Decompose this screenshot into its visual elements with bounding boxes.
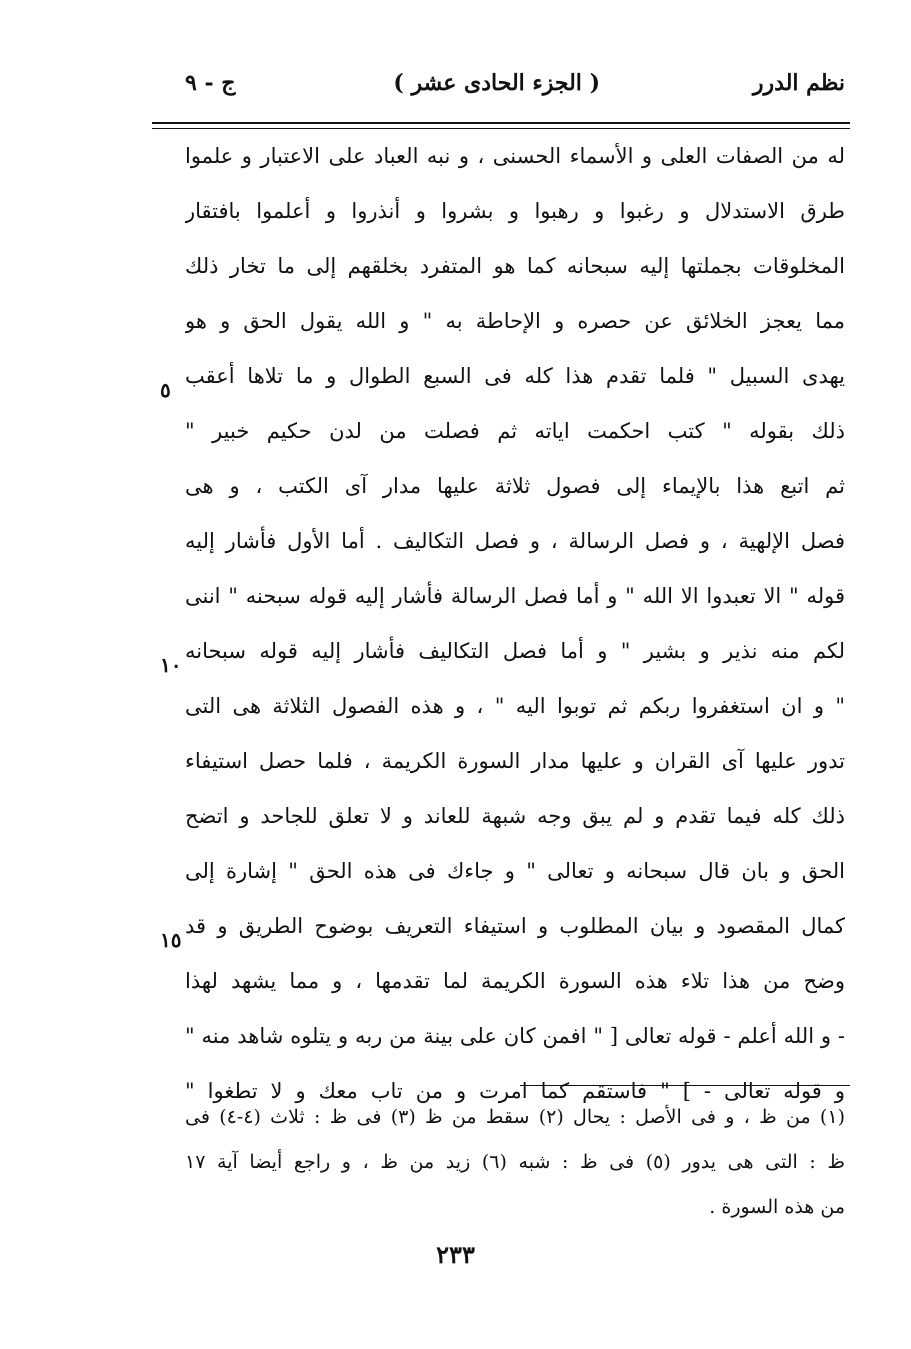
text-line: قوله " الا تعبدوا الا الله " و أما فصل الرسالة فأشار إليه قوله سبحنه " اننى: [185, 584, 845, 608]
text-line: فصل الإلهية ، و فصل الرسالة ، و فصل التكاليف . أما الأول فأشار إليه: [185, 529, 845, 553]
text-line: مما يعجز الخلائق عن حصره و الإحاطة به " و الله يقول الحق و هو: [185, 309, 845, 333]
text-line: طرق الاستدلال و رغبوا و رهبوا و بشروا و أنذروا و أعلموا بافتقار: [185, 199, 845, 223]
footnote-line: (١) من ظ ، و فى الأصل : يحال (٢) سقط من ظ (٣) فى ظ : ثلاث (٤-٤) فى: [185, 1106, 845, 1128]
line-number-10: ١٠: [160, 653, 182, 677]
text-line: و قوله تعالى - ] " فاستقم كما امرت و من تاب معك و لا تطغوا ": [185, 1079, 845, 1103]
text-line: الحق و بان قال سبحانه و تعالى " و جاءك فى هذه الحق " إشارة إلى: [185, 859, 845, 883]
text-line: المخلوقات بجملتها إليه سبحانه كما هو المتفرد بخلقهم إلى ما تخار ذلك: [185, 254, 845, 278]
footnote-line: ظ : التى هى يدور (٥) فى ظ : شبه (٦) زيد من ظ ، و راجع أيضا آية ١٧: [185, 1151, 845, 1173]
text-line: ذلك بقوله " كتب احكمت اياته ثم فصلت من لدن حكيم خبير ": [185, 419, 845, 443]
footnote-rule: [520, 1085, 850, 1086]
footnotes: [185, 1102, 845, 1237]
footnote-line: من هذه السورة .: [709, 1196, 845, 1218]
text-line: ثم اتبع هذا بالإيماء إلى فصول ثلاثة عليها مدار آى الكتب ، و هى: [185, 474, 845, 498]
volume-label: ج - ٩: [185, 70, 236, 96]
text-line: يهدى السبيل " فلما تقدم هذا كله فى السبع الطوال و ما تلاها أعقب: [185, 364, 845, 388]
page-number: ٢٣٣: [436, 1240, 475, 1269]
text-line: وضح من هذا تلاء هذه السورة الكريمة لما تقدمها ، و مما يشهد لهذا: [185, 969, 845, 993]
book-title: نظم الدرر: [752, 70, 845, 96]
line-number-5: ٥: [160, 378, 171, 402]
text-line: ذلك كله فيما تقدم و لم يبق وجه شبهة للعاند و لا تعلق للجاحد و اتضح: [185, 804, 845, 828]
line-number-15: ١٥: [160, 928, 182, 952]
text-line: تدور عليها آى القران و عليها مدار السورة الكريمة ، فلما حصل استيفاء: [185, 749, 845, 773]
header-rule-thin: [152, 128, 850, 129]
text-line: كمال المقصود و بيان المطلوب و استيفاء التعريف بوضوح الطريق و قد: [185, 914, 845, 938]
text-line: له من الصفات العلى و الأسماء الحسنى ، و نبه العباد على الاعتبار و علموا: [185, 144, 845, 168]
text-line: " و ان استغفروا ربكم ثم توبوا اليه " ، و هذه الفصول الثلاثة هى التى: [185, 694, 845, 718]
header-rule-thick: [152, 122, 850, 124]
running-header: [185, 70, 845, 110]
text-line: لكم منه نذير و بشير " و أما فصل التكاليف فأشار إليه قوله سبحانه: [185, 639, 845, 663]
part-title: ( الجزء الحادى عشر ): [393, 70, 600, 96]
text-line: - و الله أعلم - قوله تعالى [ " افمن كان على بينة من ربه و يتلوه شاهد منه ": [185, 1024, 845, 1048]
body-text: [185, 138, 845, 1128]
